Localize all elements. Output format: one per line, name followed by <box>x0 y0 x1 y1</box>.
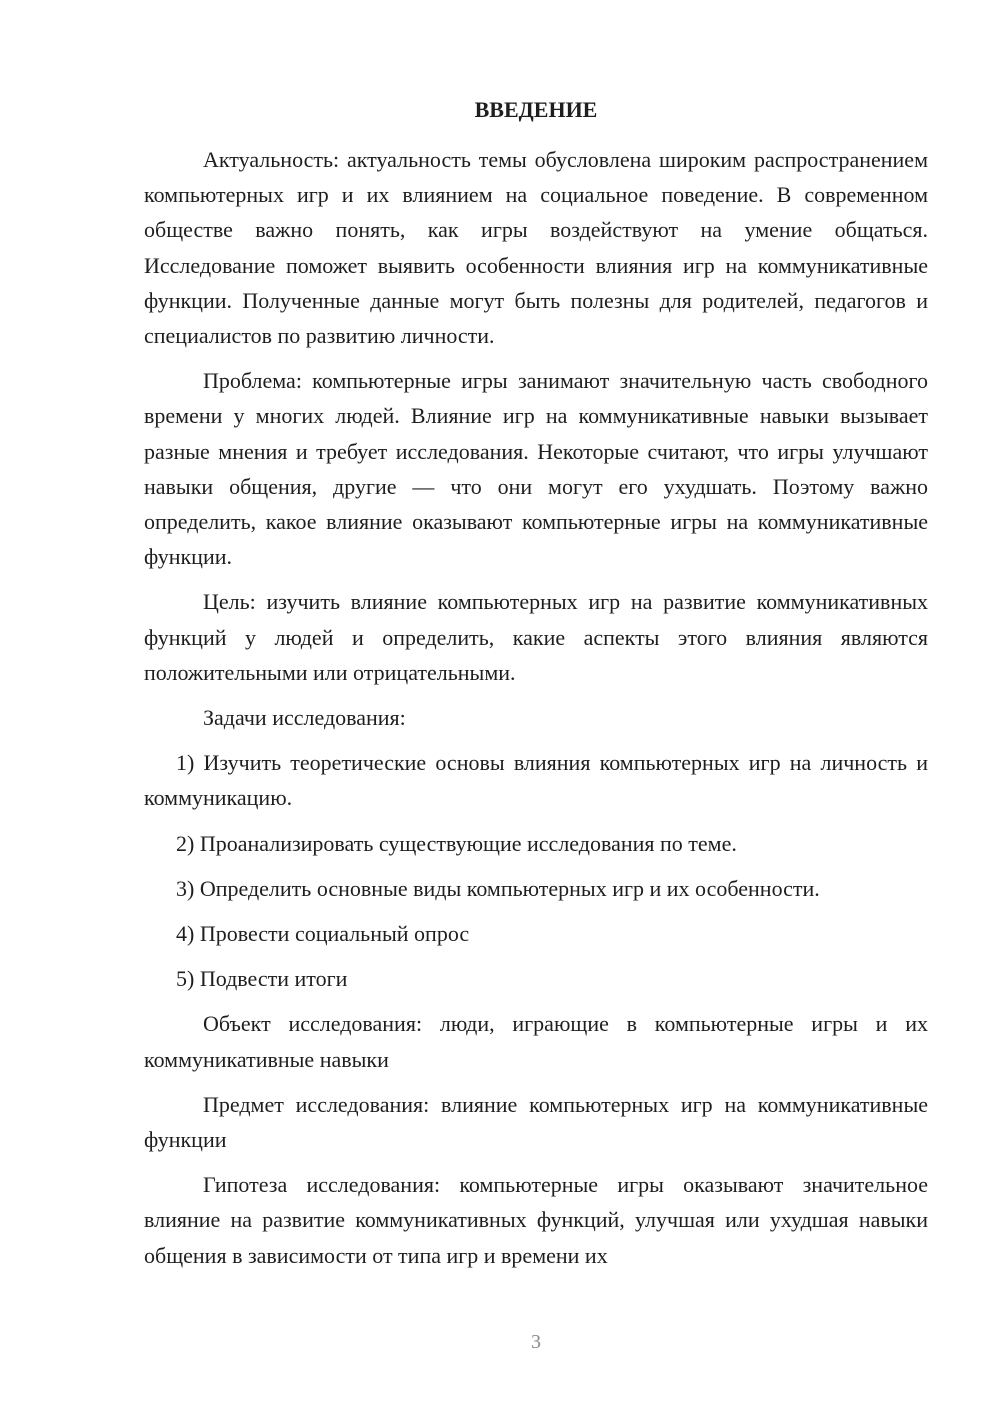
task-item-4: 4) Провести социальный опрос <box>176 921 470 947</box>
tasks-heading: Задачи исследования: <box>203 705 406 731</box>
paragraph-relevance: Актуальность: актуальность темы обусловлена широким распространением компьютерных игр и их влиянием на социальное поведение. В современном обществе важно понять, как игры воздействуют на умение общаться. Исследование поможет выявить особенности влияния игр на коммуникативные функции. Полученные данные могут быть полезны для родителей, педагогов и специалистов по развитию личности. <box>144 147 928 349</box>
section-title: ВВЕДЕНИЕ <box>474 97 598 122</box>
task-item-5: 5) Подвести итоги <box>176 966 348 992</box>
paragraph-problem: Проблема: компьютерные игры занимают значительную часть свободного времени у многих людей. Влияние игр на коммуникативные навыки вызывает разные мнения и требует исследования. Некоторые считают, что игры улучшают навыки общения, другие — что они могут его ухудшать. Поэтому важно определить, какое влияние оказывают компьютерные игры на коммуникативные функции. <box>144 368 928 570</box>
paragraph-hypothesis: Гипотеза исследования: компьютерные игры оказывают значительное влияние на развитие коммуникативных функций, улучшая или ухудшая навыки общения в зависимости от типа игр и времени их <box>144 1172 928 1268</box>
task-item-1: 1) Изучить теоретические основы влияния компьютерных игр на личность и коммуникацию. <box>144 750 928 811</box>
task-item-2: 2) Проанализировать существующие исследования по теме. <box>176 830 737 856</box>
page-content <box>144 92 928 1283</box>
paragraph-subject: Предмет исследования: влияние компьютерных игр на коммуникативные функции <box>144 1091 928 1153</box>
paragraph-object: Объект исследования: люди, играющие в компьютерные игры и их коммуникативные навыки <box>144 1011 928 1072</box>
task-item-3: 3) Определить основные виды компьютерных игр и их особенности. <box>176 875 820 901</box>
paragraph-goal: Цель: изучить влияние компьютерных игр на развитие коммуникативных функций у людей и определить, какие аспекты этого влияния являются положительными или отрицательными. <box>144 589 928 685</box>
page-number: 3 <box>531 1331 541 1353</box>
